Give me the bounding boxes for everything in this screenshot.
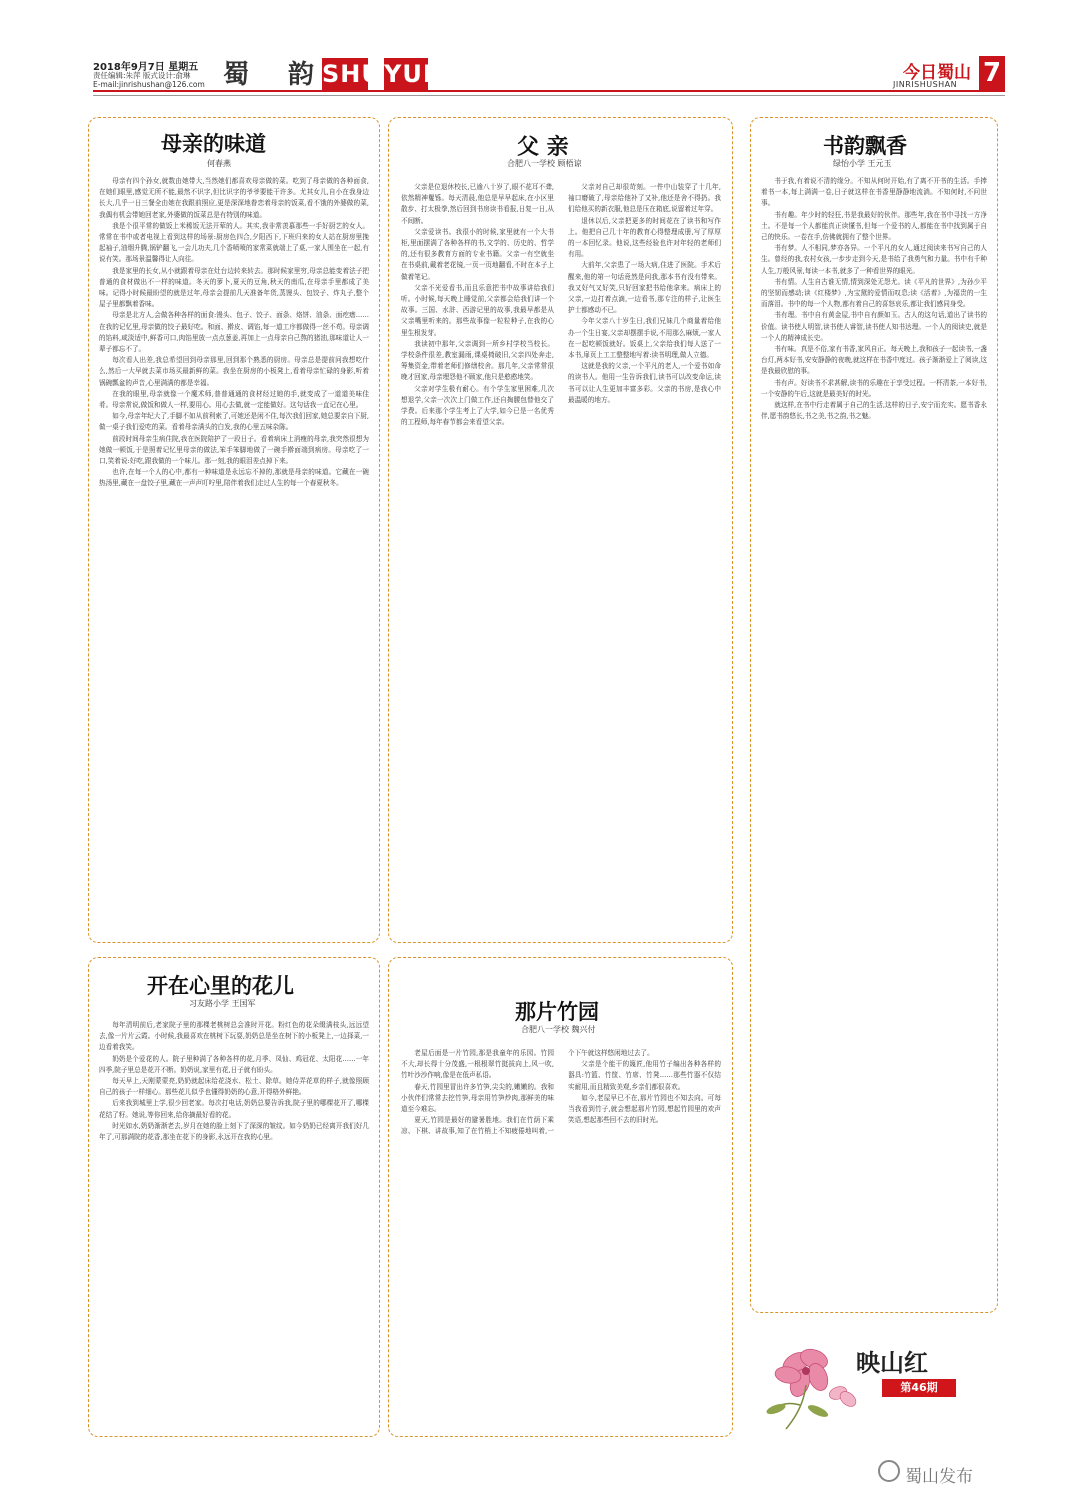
paragraph: 也许,在每一个人的心中,都有一种味道是永远忘不掉的,那就是母亲的味道。它藏在一碗热汤里,藏在一盘饺子里,藏在一声声叮咛里,陪伴着我们走过人生的每一个春夏秋冬。 — [99, 468, 369, 488]
section-title-cn-2: 韵 — [288, 60, 315, 90]
article-body — [99, 1020, 369, 1428]
paragraph: 老屋后面是一片竹园,那是我童年的乐园。竹园不大,却长得十分茂盛,一根根翠竹挺拔向上,风一吹,竹叶沙沙作响,像是在低声私语。 — [401, 1049, 554, 1080]
paragraph: 父亲是个能干的篾匠,他用竹子编出各种各样的器具:竹篮、竹筐、竹席、竹凳……那些竹器不仅结实耐用,而且精致美观,乡亲们都很喜欢。 — [568, 1060, 721, 1091]
article-body — [401, 182, 721, 934]
paragraph: 奶奶是个爱花的人。院子里种满了各种各样的花,月季、凤仙、鸡冠花、太阳花……一年四季,院子里总是花开不断。奶奶说,家里有花,日子就有盼头。 — [99, 1054, 369, 1074]
paragraph: 时光如水,奶奶渐渐老去,岁月在她的脸上刻下了深深的皱纹。如今奶奶已经离开我们好几年了,可那满院的花香,那坐在花下的身影,永远开在我的心里。 — [99, 1121, 369, 1142]
paragraph: 书有情。人生自古谁无情,情到深处无怨尤。读《平凡的世界》,为孙少平的坚韧而感动;读《红楼梦》,为宝黛的爱情而叹息;读《活着》,为福贵的一生而落泪。书中的每一个人物,都有着自己的喜怒哀乐,都让我们感同身受。 — [761, 277, 987, 309]
issue-badge: 第46期 — [882, 1379, 956, 1397]
paragraph: 这就是我的父亲,一个平凡的老人,一个爱书如命的读书人。他用一生告诉我们,读书可以改变命运,读书可以让人生更加丰富多彩。父亲的书房,是我心中最温暖的地方。 — [568, 362, 721, 404]
article-body — [401, 1048, 721, 1428]
paragraph: 书有理。书中自有黄金屋,书中自有颜如玉。古人的这句话,道出了读书的价值。读书使人明智,读书使人睿智,读书使人知书达理。一个人的阅读史,就是一个人的精神成长史。 — [761, 311, 987, 342]
article-title: 开在心里的花儿 — [147, 973, 294, 998]
paragraph: 就这样,在书中行走着属于自己的生活,这样的日子,安宁而充实。愿书香永伴,愿书韵悠长,书之美,书之韵,书之魅。 — [761, 401, 987, 421]
paragraph: 我是个很平常的做饭上米稀饭无法开荤的人。其实,我非常羡慕那些一手好厨艺的女人。常常在书中或者电视上看到这样的场景:厨房色四合,夕阳西下,下班归来的女人站在厨房里挽起袖子,油烟升腾,锅铲翻飞,一会儿功夫,几个香喷喷的家常菜就端上了桌,一家人围坐在一起,有说有笑。那场景温馨得让人向往。 — [99, 221, 369, 264]
paragraph: 大前年,父亲患了一场大病,住进了医院。手术后醒来,他的第一句话竟然是问我,那本书有没有带来。我又好气又好笑,只好回家把书给他拿来。病床上的父亲,一边打着点滴,一边看书,那专注的样子,让医生护士都感动不已。 — [568, 261, 721, 315]
article-mother-taste — [88, 117, 380, 943]
article-title: 那片竹园 — [515, 999, 599, 1024]
page-number: 7 — [979, 56, 1005, 90]
article-flower — [88, 957, 380, 1437]
column-title: 映山红 — [856, 1348, 928, 1377]
column-emblem — [756, 1333, 996, 1433]
paper-name: 今日蜀山 — [903, 63, 971, 83]
paragraph: 在我的眼里,母亲就像一个魔术师,普普通通的食材经过她的手,就变成了一道道美味佳肴。母亲常说,做饭和做人一样,要用心。用心去做,就一定能做好。这句话我一直记在心里。 — [99, 389, 369, 410]
paragraph: 我是家里的长女,从小就跟着母亲在灶台边转来转去。那时候家里穷,母亲总能变着法子把普通的食材做出不一样的味道。冬天的萝卜,夏天的豆角,秋天的南瓜,在母亲手里都成了美味。记得小时候最盼望的就是过年,母亲会提前几天准备年货,蒸馒头、包饺子、炸丸子,整个屋子里都飘着香味。 — [99, 266, 369, 309]
paragraph: 父亲对自己却很苛刻。一件中山装穿了十几年,袖口磨破了,母亲给他补了又补,他还是舍不得扔。我们给他买的新衣服,他总是压在箱底,说留着过年穿。 — [568, 183, 721, 214]
article-author: 绿怡小学 王元玉 — [833, 159, 892, 168]
article-author: 习友路小学 王国军 — [189, 999, 256, 1008]
paragraph: 今年父亲八十岁生日,我们兄妹几个商量着给他办一个生日宴,父亲却摆摆手说,不用那么麻烦,一家人在一起吃顿饭就好。饭桌上,父亲给我们每人送了一本书,扉页上工工整整地写着:读书明理,做人立德。 — [568, 317, 721, 360]
section-title-en-2: YUN — [384, 60, 444, 88]
paragraph: 书于我,有着说不清的缘分。不知从何时开始,有了离不开书的生活。手捧着书一本,每上满满一卷,日子就这样在书香里静静地流淌。不知何时,不问世事。 — [761, 177, 987, 208]
paragraph: 后来我到城里上学,很少回老家。每次打电话,奶奶总要告诉我,院子里的哪棵花开了,哪棵花结了籽。她说,等你回来,给你摘最好看的花。 — [99, 1099, 369, 1119]
masthead-rule-thin — [93, 95, 1005, 96]
paragraph: 春天,竹园里冒出许多竹笋,尖尖的,嫩嫩的。我和小伙伴们常常去挖竹笋,母亲用竹笋炒肉,那鲜美的味道至今难忘。 — [401, 1082, 554, 1114]
paragraph: 退休以后,父亲把更多的时间花在了读书和写作上。他把自己几十年的教育心得整理成册,写了厚厚的一本回忆录。他说,这些经验也许对年轻的老师们有用。 — [568, 216, 721, 259]
editor-credit: 责任编辑:朱萍 版式设计:俞琳 — [93, 71, 191, 80]
paragraph: 父亲对学生极有耐心。有个学生家里困难,几次想退学,父亲一次次上门做工作,还自掏腰包替他交了学费。后来那个学生考上了大学,如今已是一名优秀的工程师,每年春节都会来看望父亲。 — [401, 384, 554, 427]
wechat-icon — [878, 1460, 900, 1482]
watermark: 蜀山发布 — [905, 1467, 973, 1487]
paragraph: 书有声。好读书不求甚解,读书的乐趣在于享受过程。一杯清茶,一本好书,一个安静的午后,这就是最美好的时光。 — [761, 378, 987, 398]
paragraph: 父亲是位退休校长,已逾八十岁了,眼不花耳不聋,依然精神矍铄。每天清晨,他总是早早起床,在小区里散步、打太极拳,然后回到书房读书看报,日复一日,从不间断。 — [401, 183, 554, 225]
article-title: 母亲的味道 — [161, 131, 266, 156]
section-title-cn-1: 蜀 — [223, 60, 250, 90]
paragraph: 书有味。真是不俗,家有书香,家风自正。每天晚上,我和孩子一起读书,一盏台灯,两本好书,安安静静的夜晚,就这样在书香中度过。孩子渐渐爱上了阅读,这是我最欣慰的事。 — [761, 345, 987, 376]
paragraph: 夏天,竹园是最好的避暑胜地。我们在竹荫下乘凉、下棋、讲故事,知了在竹梢上不知疲倦地叫着,一个下午就这样悠闲地过去了。 — [401, 1049, 654, 1136]
issue-date: 2018年9月7日 星期五 — [93, 62, 199, 73]
editor-email: E-mail:jinrishushan@126.com — [93, 80, 205, 89]
paragraph: 如今,母亲年纪大了,手脚不如从前利索了,可她还是闲不住,每次我们回家,她总要亲自下厨,做一桌子我们爱吃的菜。看着母亲满头的白发,我的心里五味杂陈。 — [99, 412, 369, 432]
article-book-fragrance — [750, 117, 998, 1313]
article-father — [388, 117, 733, 943]
article-bamboo — [388, 957, 733, 1437]
article-author: 合肥八一学校 魏兴付 — [521, 1025, 596, 1034]
paragraph: 母亲是北方人,会做各种各样的面食:馒头、包子、饺子、面条、烙饼、油条、面疙瘩……在我的记忆里,母亲做的饺子最好吃。和面、擀皮、调馅,每一道工序都做得一丝不苟。母亲调的馅料,咸淡适中,鲜香可口,肉馅里放一点点葱姜,再加上一点母亲自己熬的猪油,那味道让人一辈子都忘不了。 — [99, 311, 369, 354]
paragraph: 每次看人出差,我总希望回到母亲那里,回到那个熟悉的厨房。母亲总是提前问我想吃什么,然后一大早就去菜市场买最新鲜的菜。我坐在厨房的小板凳上,看着母亲忙碌的身影,听着锅碗瓢盆的声音,心里满满的都是幸福。 — [99, 356, 369, 387]
article-body — [99, 176, 369, 934]
paragraph: 父亲爱读书。我很小的时候,家里就有一个大书柜,里面摆满了各种各样的书,文学的、历史的、哲学的,还有很多教育方面的专业书籍。父亲一有空就坐在书桌前,戴着老花镜,一页一页地翻看,不时在本子上做着笔记。 — [401, 227, 554, 281]
paragraph: 书有趣。年少时的轻狂,书是我最好的伙伴。那些年,我在书中寻找一方净土。不是每一个人都能真正读懂书,但每一个爱书的人,都能在书中找到属于自己的快乐。一卷在手,仿佛就拥有了整个世界。 — [761, 210, 987, 242]
section-title-en-1: SHU — [322, 60, 382, 88]
paragraph: 每年清明前后,老家院子里的那棵老桃树总会准时开花。粉红色的花朵缀满枝头,远远望去,像一片片云霞。小时候,我最喜欢在桃树下玩耍,奶奶总是坐在树下的小板凳上,一边择菜,一边看着我笑。 — [99, 1021, 369, 1052]
paragraph: 母亲有四个孙女,就数由她带大,当然她们都喜欢母亲做的菜。吃到了母亲做的各种面食,在她们眼里,感觉无所不能,最然不识字,但比识字的爷爷要能干许多。尤其女儿,自小在我身边长大,几乎一日三餐全由她在我跟前照应,更是深深地眷恋着母亲的饭菜,看不饿的外婆做的菜,我偶有机会带她回老家,外婆做的饭菜总是有特别的味道。 — [99, 177, 369, 219]
masthead-rule — [93, 90, 1005, 92]
article-author: 合肥八一学校 顾梧谅 — [507, 159, 582, 168]
article-title: 父 亲 — [517, 134, 569, 160]
azalea-flower-icon — [756, 1333, 866, 1433]
masthead — [0, 0, 1080, 100]
article-body — [761, 176, 987, 1304]
article-author: 何春燕 — [207, 159, 231, 168]
paragraph: 我读初中那年,父亲调到一所乡村学校当校长。学校条件很差,教室漏雨,课桌椅破旧,父亲四处奔走,筹集资金,带着老师们修缮校舍。那几年,父亲常常很晚才回家,母亲埋怨他不顾家,他只是憨憨地笑。 — [401, 339, 554, 382]
paragraph: 如今,老屋早已不在,那片竹园也不知去向。可每当我看到竹子,就会想起那片竹园,想起竹园里的欢声笑语,想起那些回不去的旧时光。 — [568, 1093, 721, 1125]
paper-name-en: JINRISHUSHAN — [893, 80, 958, 89]
paragraph: 前段时间母亲生病住院,我在医院陪护了一段日子。看着病床上消瘦的母亲,我突然很想为她做一顿饭,于是照着记忆里母亲的做法,笨手笨脚地做了一碗手擀面端到病房。母亲吃了一口,笑着说:好吃,跟我做的一个味儿。那一刻,我的眼泪差点掉下来。 — [99, 434, 369, 466]
paragraph: 每天早上,天刚蒙蒙亮,奶奶就起床给花浇水、松土、除草。她侍弄花草的样子,就像照顾自己的孩子一样细心。那些花儿似乎也懂得奶奶的心意,开得格外鲜艳。 — [99, 1077, 369, 1097]
article-title: 书韵飘香 — [823, 133, 907, 158]
paragraph: 父亲不光爱看书,而且乐意把书中故事讲给我们听。小时候,每天晚上睡觉前,父亲都会给我们讲一个故事。三国、水浒、西游记里的故事,我最早都是从父亲嘴里听来的。那些故事像一粒粒种子,在我的心里生根发芽。 — [401, 283, 554, 337]
paragraph: 书有梦。人不相同,梦亦各异。一个平凡的女人,通过阅读来书写自己的人生。曾经的我,农村女孩,一步步走到今天,是书给了我勇气和力量。书中有千种人生,万般风景,每读一本书,就多了一种看世界的眼光。 — [761, 244, 987, 275]
